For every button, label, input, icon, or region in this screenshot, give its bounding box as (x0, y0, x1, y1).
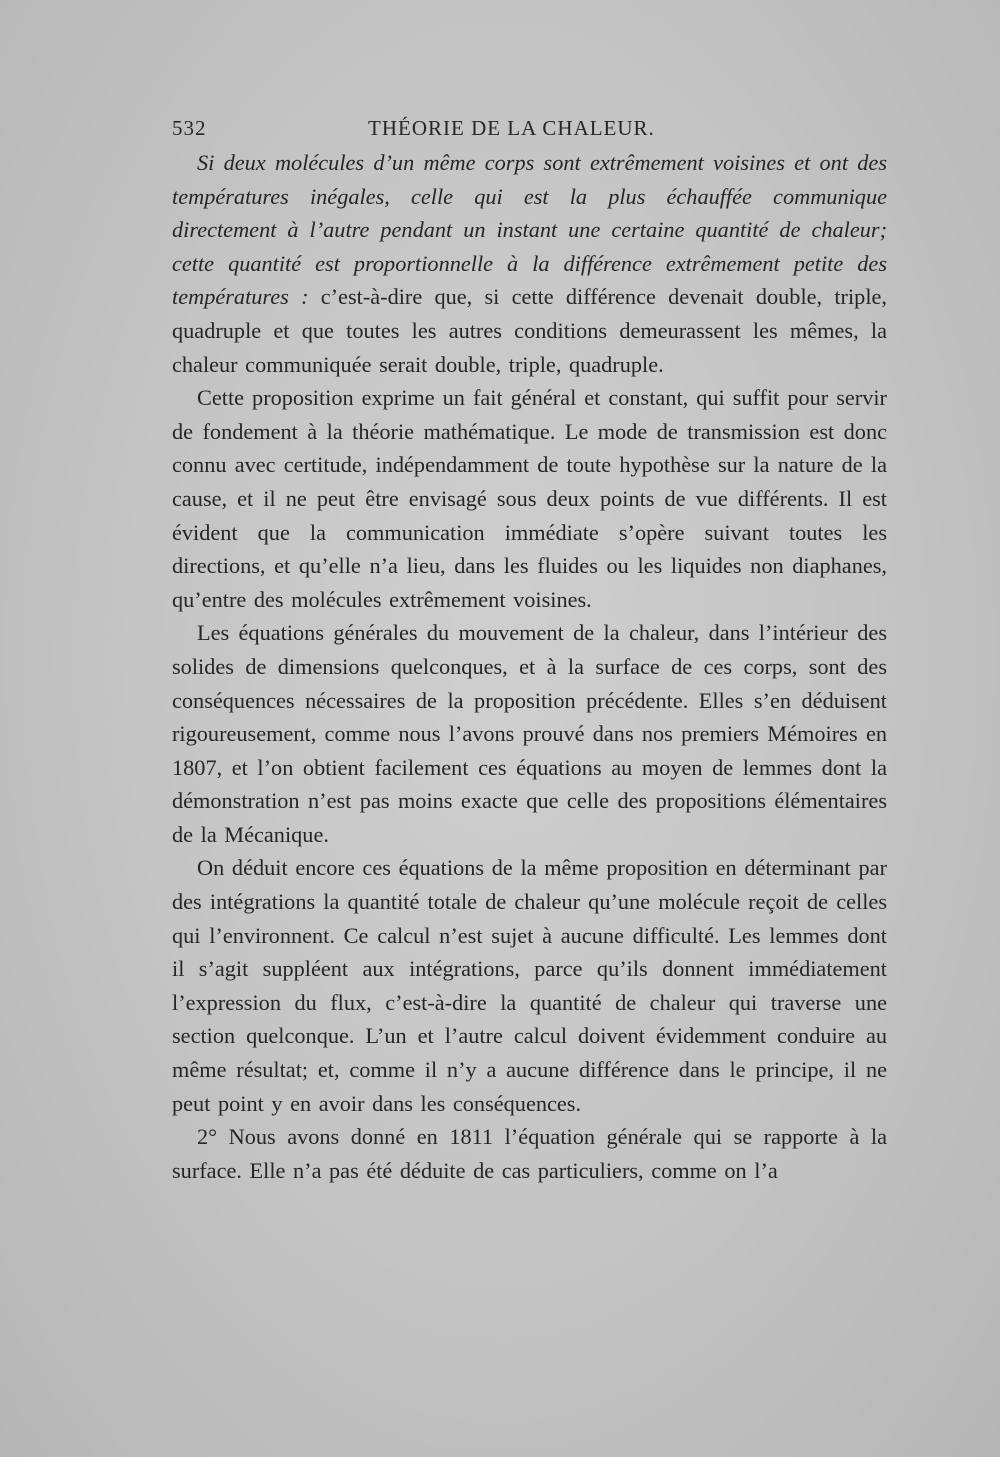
body-text (172, 146, 887, 1187)
running-title: THÉORIE DE LA CHALEUR. (368, 116, 655, 140)
paragraph-3 (172, 616, 887, 851)
page-number: 532 (172, 116, 207, 140)
paragraph-5 (172, 1120, 887, 1187)
paragraph-2 (172, 381, 887, 616)
paragraph-2-text: Cette proposition exprime un fait général et constant, qui suffit pour servir de fondement à la théorie mathématique. Le mode de transmission est donc connu avec certitude, indépendamment de toute hypothèse sur la nature de la cause, et il ne peut être envisagé sous deux points de vue différents. Il est évident que la communication immédiate s’opère suivant toutes les directions, et qu’elle n’a lieu, dans les fluides ou les liquides non diaphanes, qu’entre des molécules extrêmement voisines. (172, 385, 887, 612)
page-header (172, 110, 887, 144)
paragraph-1-italic: Si deux molécules d’un même corps sont extrêmement voisines et ont des températures inégales, celle qui est la plus échauffée communique directement à l’autre pendant un instant une certaine quantité de chaleur; cette quantité est proportionnelle à la différence extrêmement petite des températures : (172, 150, 887, 310)
paragraph-4-text: On déduit encore ces équations de la même proposition en déterminant par des intégrations la quantité totale de chaleur qu’une molécule reçoit de celles qui l’environnent. Ce calcul n’est sujet à aucune difficulté. Les lemmes dont il s’agit suppléent aux intégrations, parce qu’ils donnent immédiatement l’expression du flux, c’est-à-dire la quantité de chaleur qui traverse une section quelconque. L’un et l’autre calcul doivent évidemment conduire au même résultat; et, comme il n’y a aucune différence dans le principe, il ne peut point y en avoir dans les conséquences. (172, 855, 887, 1116)
paragraph-5-text: 2° Nous avons donné en 1811 l’équation générale qui se rapporte à la surface. Elle n’a pas été déduite de cas particuliers, comme on l’a (172, 1124, 887, 1183)
paragraph-1 (172, 146, 887, 381)
paragraph-4 (172, 851, 887, 1120)
paragraph-3-text: Les équations générales du mouvement de la chaleur, dans l’intérieur des solides de dimensions quelconques, et à la surface de ces corps, sont des conséquences nécessaires de la proposition précédente. Elles s’en déduisent rigoureusement, comme nous l’avons prouvé dans nos premiers Mémoires en 1807, et l’on obtient facilement ces équations au moyen de lemmes dont la démonstration n’est pas moins exacte que celle des propositions élémentaires de la Mécanique. (172, 620, 887, 847)
paragraph-1-text: c’est-à-dire que, si cette différence devenait double, triple, quadruple et que toutes les autres conditions demeurassent les mêmes, la chaleur communiquée serait double, triple, quadruple. (172, 284, 887, 377)
